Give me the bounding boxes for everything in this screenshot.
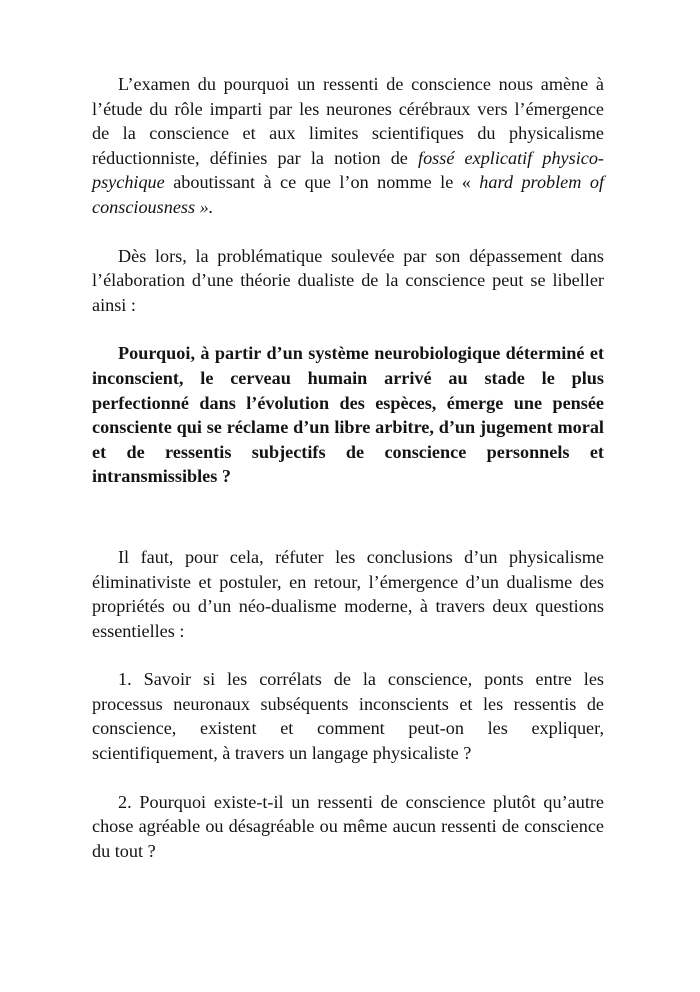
- paragraph-refutation: Il faut, pour cela, réfuter les conclusions d’un physicalisme éliminativiste et postuler, en retour, l’émergence d’un dualisme des propriétés ou d’un néo-dualisme moderne, à travers deux questions essentielles :: [92, 546, 604, 641]
- intro-italic-hard-problem: hard problem of consciousness ».: [92, 172, 604, 217]
- paragraph-central-question: Pourquoi, à partir d’un système neurobiologique déterminé et inconscient, le cerveau humain arrivé au stade le plus perfectionné dans l’évolution des espèces, émerge une pensée consciente qui se réclame d’un libre arbitre, d’un jugement moral et de ressentis subjectifs de conscience personnels et intransmissibles ?: [92, 343, 604, 487]
- paragraph-problematique: Dès lors, la problématique soulevée par son dépassement dans l’élaboration d’une théorie dualiste de la conscience peut se libeller ainsi :: [92, 245, 604, 315]
- paragraph-question-2: 2. Pourquoi existe-t-il un ressenti de conscience plutôt qu’autre chose agréable ou désagréable ou même aucun ressenti de conscience du tout ?: [92, 791, 604, 861]
- intro-text-2: aboutissant à ce que l’on nomme le «: [164, 172, 480, 193]
- spacer: [92, 317, 604, 341]
- spacer: [92, 643, 604, 667]
- spacer: [92, 489, 604, 545]
- paragraph-question-1: 1. Savoir si les corrélats de la conscience, ponts entre les processus neuronaux subséquents inconscients et les ressentis de conscience, existent et comment peut-on les expliquer, scientifiquement, à travers un langage physicaliste ?: [92, 669, 604, 764]
- intro-text-1: L’examen du pourquoi un ressenti de conscience nous amène à l’étude du rôle imparti par les neurones cérébraux vers l’émergence de la conscience et aux limites scientifiques du physicalisme réductionniste, définies par la notion de: [92, 74, 604, 168]
- spacer: [92, 766, 604, 790]
- paragraph-intro: [92, 72, 604, 220]
- document-page: [92, 72, 604, 863]
- spacer: [92, 220, 604, 244]
- intro-italic-term: fossé explicatif physico-psychique: [92, 147, 604, 193]
